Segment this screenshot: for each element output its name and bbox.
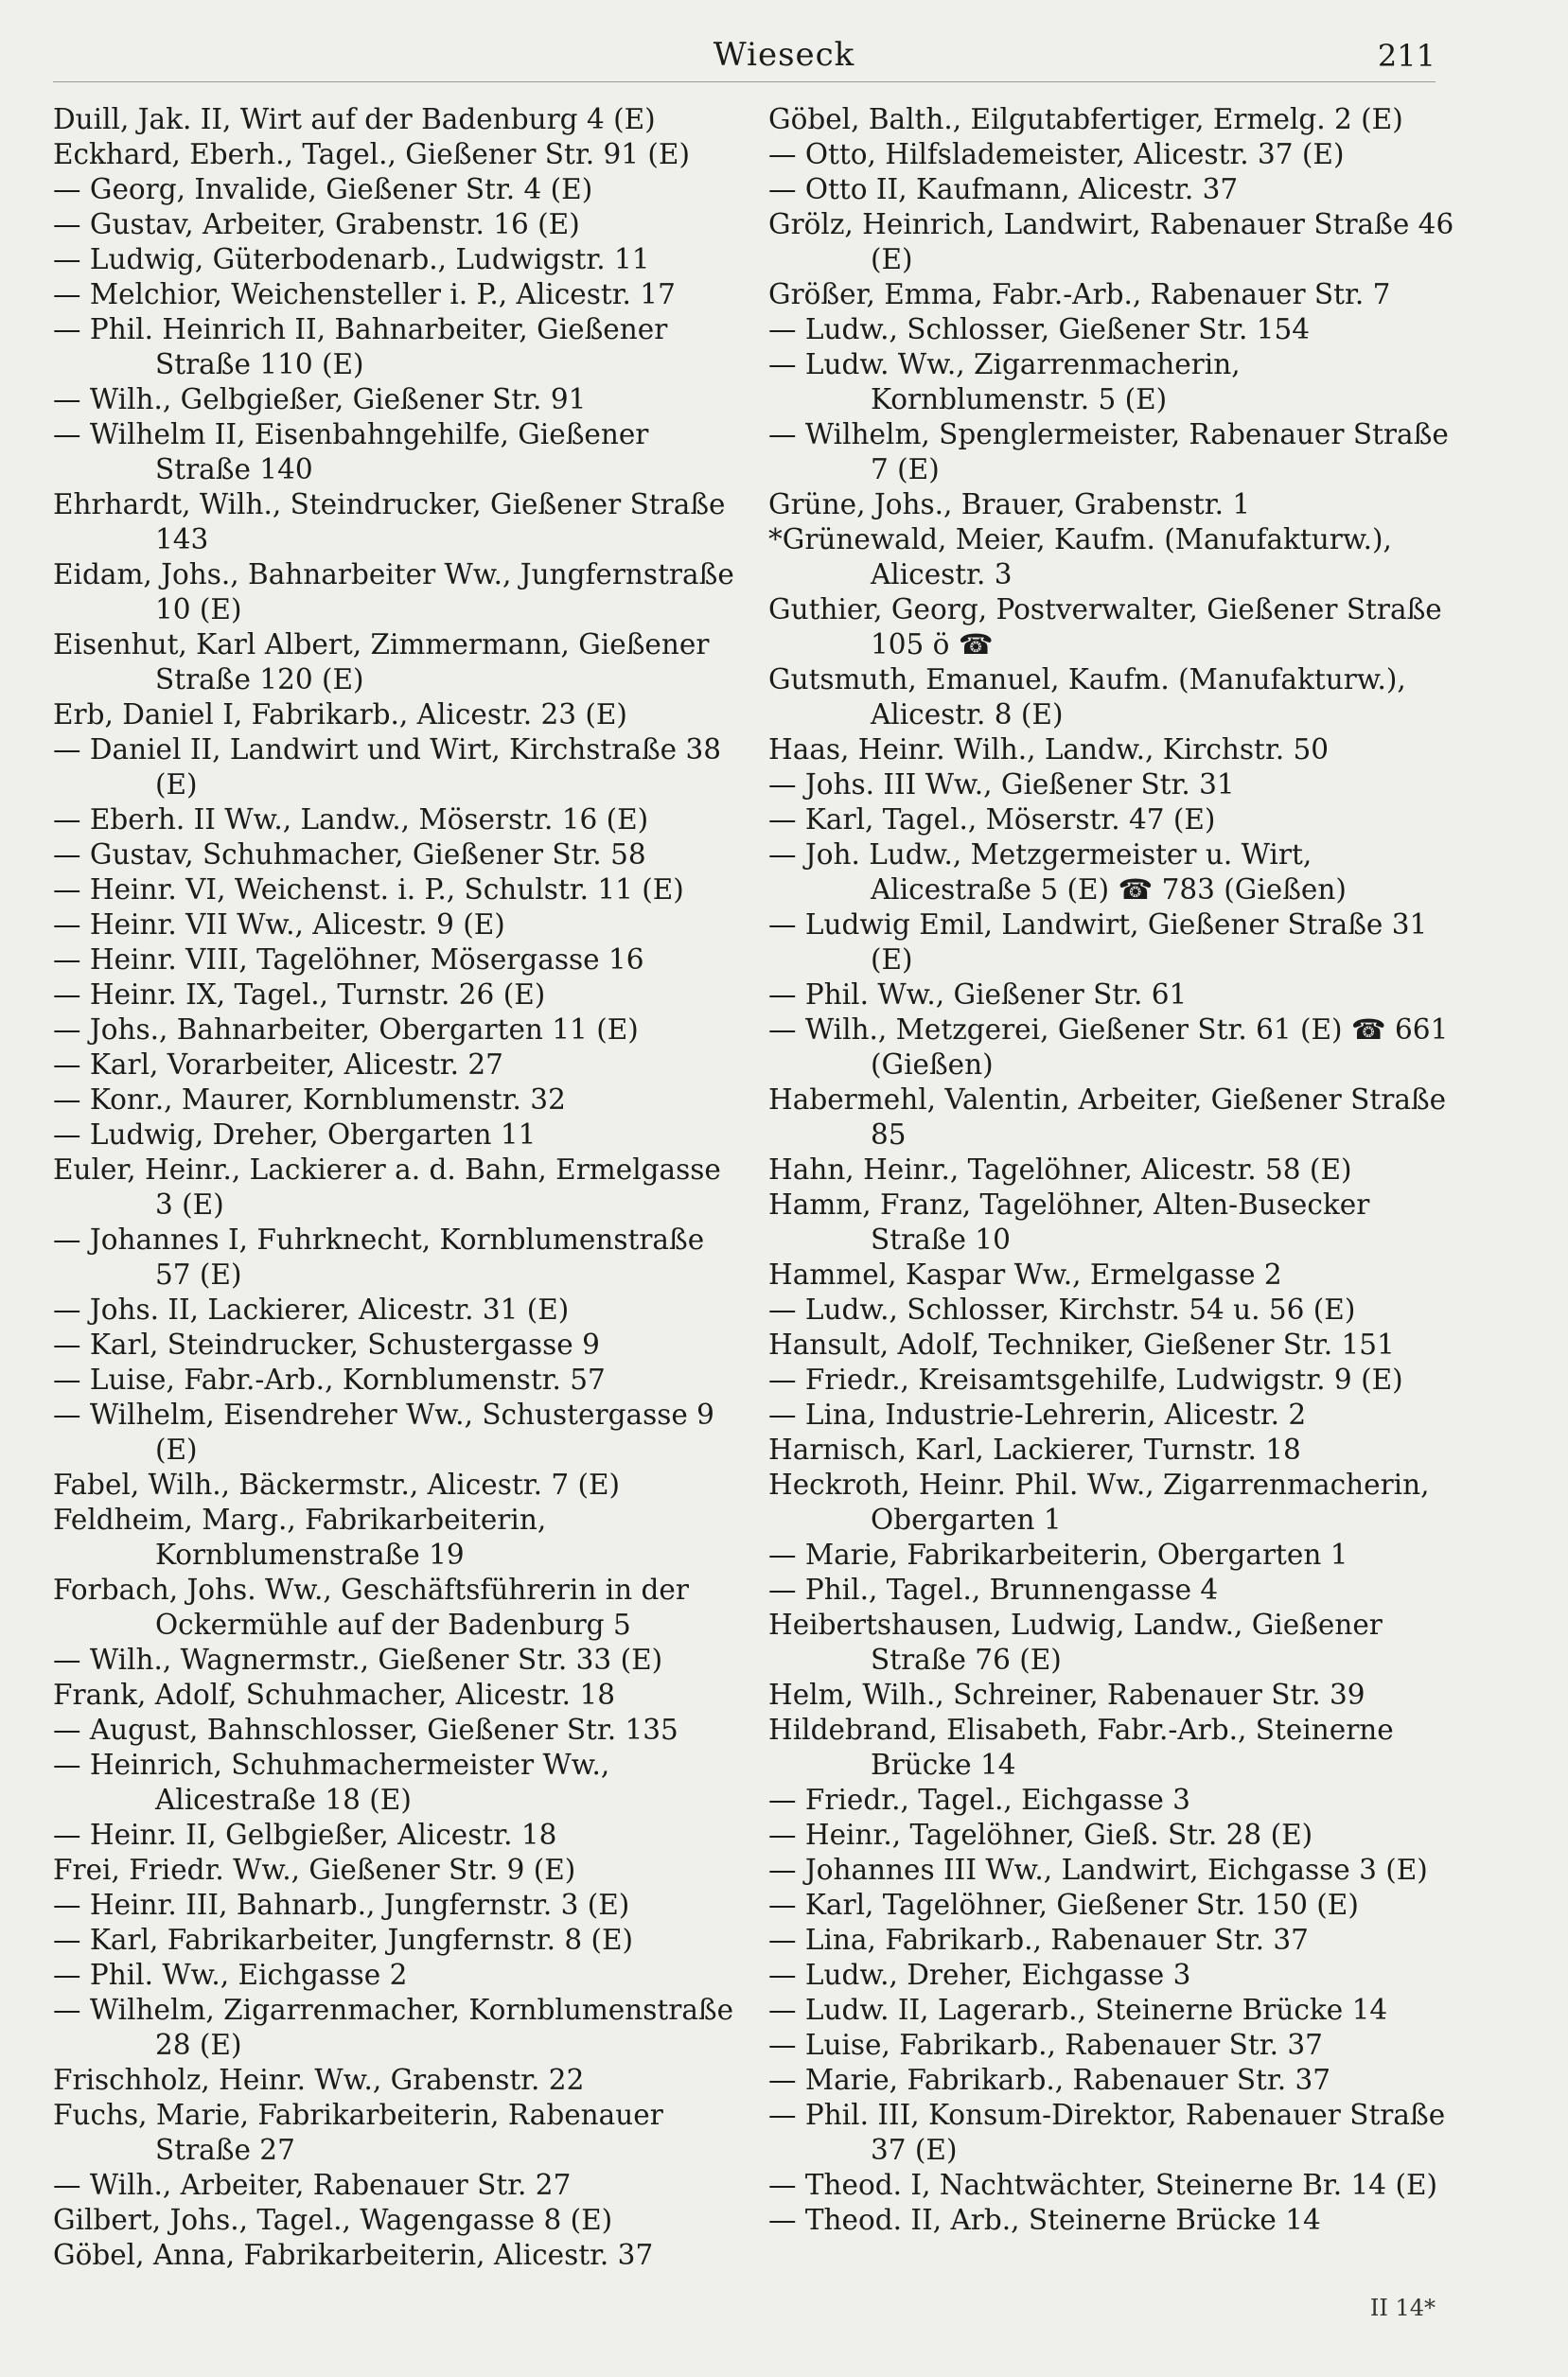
directory-entry: Forbach, Johs. Ww., Geschäftsführerin in der Ockermühle auf der Badenburg 5 xyxy=(53,1574,689,1641)
directory-entry: Heckroth, Heinr. Phil. Ww., Zigarrenmacherin, Obergarten 1 xyxy=(768,1469,1430,1536)
directory-entry: — Karl, Steindrucker, Schustergasse 9 xyxy=(53,1329,600,1361)
header-rule xyxy=(53,81,1436,82)
directory-entry: Göbel, Balth., Eilgutabfertiger, Ermelg. 2 (E) xyxy=(768,103,1403,135)
directory-entry: — Melchior, Weichensteller i. P., Alicestr. 17 xyxy=(53,278,676,310)
directory-entry: Guthier, Georg, Postverwalter, Gießener Straße 105 ö ☎ xyxy=(768,593,1442,660)
directory-entry: Gutsmuth, Emanuel, Kaufm. (Manufakturw.), Alicestr. 8 (E) xyxy=(768,663,1406,731)
directory-entry: — Theod. II, Arb., Steinerne Brücke 14 xyxy=(768,2204,1321,2236)
directory-entry: — Karl, Vorarbeiter, Alicestr. 27 xyxy=(53,1048,503,1081)
directory-entry: — Wilh., Wagnermstr., Gießener Str. 33 (E) xyxy=(53,1644,663,1676)
directory-entry: — Daniel II, Landwirt und Wirt, Kirchstraße 38 (E) xyxy=(53,733,722,801)
directory-entry: Euler, Heinr., Lackierer a. d. Bahn, Ermelgasse 3 (E) xyxy=(53,1153,721,1221)
directory-entry: — Wilh., Metzgerei, Gießener Str. 61 (E) ☎ 661 (Gießen) xyxy=(768,1013,1449,1081)
page-header xyxy=(0,28,1568,85)
directory-entry: — Phil., Tagel., Brunnengasse 4 xyxy=(768,1574,1219,1606)
directory-entry: Grüne, Johs., Brauer, Grabenstr. 1 xyxy=(768,488,1251,520)
directory-entry: — Heinr. III, Bahnarb., Jungfernstr. 3 (E) xyxy=(53,1889,630,1921)
directory-entry: Haas, Heinr. Wilh., Landw., Kirchstr. 50 xyxy=(768,733,1330,766)
directory-entry: Heibertshausen, Ludwig, Landw., Gießener Straße 76 (E) xyxy=(768,1609,1383,1676)
directory-entry: — Marie, Fabrikarbeiterin, Obergarten 1 xyxy=(768,1539,1348,1571)
directory-entry: — Konr., Maurer, Kornblumenstr. 32 xyxy=(53,1083,566,1116)
directory-entry: — Lina, Industrie-Lehrerin, Alicestr. 2 xyxy=(768,1399,1307,1431)
running-title: Wieseck xyxy=(713,36,855,74)
directory-entry: — Joh. Ludw., Metzgermeister u. Wirt, Alicestraße 5 (E) ☎ 783 (Gießen) xyxy=(768,838,1347,906)
directory-entry: Grölz, Heinrich, Landwirt, Rabenauer Straße 46 (E) xyxy=(768,208,1454,275)
directory-entry: — Ludwig Emil, Landwirt, Gießener Straße 31 (E) xyxy=(768,908,1428,976)
directory-entry: Eisenhut, Karl Albert, Zimmermann, Gießener Straße 120 (E) xyxy=(53,628,710,695)
directory-entry: Erb, Daniel I, Fabrikarb., Alicestr. 23 (E) xyxy=(53,698,627,731)
directory-entry: — Wilhelm II, Eisenbahngehilfe, Gießener Straße 140 xyxy=(53,418,649,485)
directory-entry: Duill, Jak. II, Wirt auf der Badenburg 4 (E) xyxy=(53,103,656,135)
directory-entry: — Georg, Invalide, Gießener Str. 4 (E) xyxy=(53,173,593,205)
directory-entry: — Ludw., Schlosser, Kirchstr. 54 u. 56 (E) xyxy=(768,1294,1356,1326)
directory-entry: Eckhard, Eberh., Tagel., Gießener Str. 91 (E) xyxy=(53,138,690,170)
directory-entry: — August, Bahnschlosser, Gießener Str. 135 xyxy=(53,1714,678,1746)
directory-entry: Hansult, Adolf, Techniker, Gießener Str. 151 xyxy=(768,1329,1395,1361)
directory-entry: — Ludw., Schlosser, Gießener Str. 154 xyxy=(768,313,1311,345)
directory-entry: — Friedr., Kreisamtsgehilfe, Ludwigstr. 9 (E) xyxy=(768,1364,1403,1396)
directory-entry: Ehrhardt, Wilh., Steindrucker, Gießener Straße 143 xyxy=(53,488,726,555)
directory-entry: — Ludw., Dreher, Eichgasse 3 xyxy=(768,1959,1191,1991)
directory-entry: Frank, Adolf, Schuhmacher, Alicestr. 18 xyxy=(53,1679,615,1711)
directory-entry: — Heinr. VII Ww., Alicestr. 9 (E) xyxy=(53,908,505,941)
directory-entry: — Luise, Fabrikarb., Rabenauer Str. 37 xyxy=(768,2029,1323,2061)
directory-entry: — Phil. III, Konsum-Direktor, Rabenauer Straße 37 (E) xyxy=(768,2099,1446,2166)
directory-entry: — Johannes III Ww., Landwirt, Eichgasse 3 (E) xyxy=(768,1854,1428,1886)
directory-entry: — Theod. I, Nachtwächter, Steinerne Br. 14 (E) xyxy=(768,2169,1437,2201)
directory-entry: — Wilh., Arbeiter, Rabenauer Str. 27 xyxy=(53,2169,572,2201)
directory-entry: — Phil. Heinrich II, Bahnarbeiter, Gießener Straße 110 (E) xyxy=(53,313,668,380)
directory-entry: — Friedr., Tagel., Eichgasse 3 xyxy=(768,1784,1190,1816)
directory-entry: Fuchs, Marie, Fabrikarbeiterin, Rabenauer Straße 27 xyxy=(53,2099,663,2166)
directory-entry: — Karl, Fabrikarbeiter, Jungfernstr. 8 (E) xyxy=(53,1924,634,1956)
directory-entry: Hildebrand, Elisabeth, Fabr.-Arb., Steinerne Brücke 14 xyxy=(768,1714,1394,1781)
directory-entry: — Johs., Bahnarbeiter, Obergarten 11 (E) xyxy=(53,1013,639,1046)
directory-entry: — Wilhelm, Spenglermeister, Rabenauer Straße 7 (E) xyxy=(768,418,1449,485)
printer-signature: II 14* xyxy=(1369,2295,1436,2321)
directory-entry: Feldheim, Marg., Fabrikarbeiterin, Kornblumenstraße 19 xyxy=(53,1504,547,1571)
directory-entry: Eidam, Johs., Bahnarbeiter Ww., Jungfernstraße 10 (E) xyxy=(53,558,734,625)
directory-entry: *Grünewald, Meier, Kaufm. (Manufakturw.), Alicestr. 3 xyxy=(768,523,1392,590)
directory-entry: — Heinr. VIII, Tagelöhner, Mösergasse 16 xyxy=(53,943,644,976)
left-column xyxy=(53,102,744,2273)
directory-entry: — Phil. Ww., Gießener Str. 61 xyxy=(768,978,1188,1011)
directory-entry: Größer, Emma, Fabr.-Arb., Rabenauer Str. 7 xyxy=(768,278,1391,310)
directory-entry: — Otto, Hilfslademeister, Alicestr. 37 (E) xyxy=(768,138,1345,170)
directory-entry: Hammel, Kaspar Ww., Ermelgasse 2 xyxy=(768,1259,1282,1291)
directory-entry: Hamm, Franz, Tagelöhner, Alten-Busecker Straße 10 xyxy=(768,1188,1370,1256)
directory-entry: — Phil. Ww., Eichgasse 2 xyxy=(53,1959,408,1991)
directory-entry: — Johs. II, Lackierer, Alicestr. 31 (E) xyxy=(53,1294,570,1326)
directory-entry: — Karl, Tagelöhner, Gießener Str. 150 (E) xyxy=(768,1889,1359,1921)
directory-entry: — Ludwig, Güterbodenarb., Ludwigstr. 11 xyxy=(53,243,650,275)
directory-entry: — Heinr. IX, Tagel., Turnstr. 26 (E) xyxy=(53,978,546,1011)
directory-entry: Fabel, Wilh., Bäckermstr., Alicestr. 7 (E) xyxy=(53,1469,621,1501)
directory-entry: — Ludwig, Dreher, Obergarten 11 xyxy=(53,1118,537,1151)
directory-entry: — Lina, Fabrikarb., Rabenauer Str. 37 xyxy=(768,1924,1309,1956)
directory-entry: Helm, Wilh., Schreiner, Rabenauer Str. 39 xyxy=(768,1679,1365,1711)
right-column xyxy=(768,102,1459,2238)
directory-entry: — Heinrich, Schuhmachermeister Ww., Alicestraße 18 (E) xyxy=(53,1749,610,1816)
directory-entry: — Heinr., Tagelöhner, Gieß. Str. 28 (E) xyxy=(768,1819,1313,1851)
directory-entry: — Wilh., Gelbgießer, Gießener Str. 91 xyxy=(53,383,587,415)
directory-entry: Frischholz, Heinr. Ww., Grabenstr. 22 xyxy=(53,2064,585,2096)
directory-entry: — Wilhelm, Eisendreher Ww., Schustergasse 9 (E) xyxy=(53,1399,714,1466)
directory-entry: — Karl, Tagel., Möserstr. 47 (E) xyxy=(768,803,1216,836)
directory-entry: — Johannes I, Fuhrknecht, Kornblumenstraße 57 (E) xyxy=(53,1224,705,1291)
directory-entry: — Gustav, Schuhmacher, Gießener Str. 58 xyxy=(53,838,646,871)
directory-entry: — Wilhelm, Zigarrenmacher, Kornblumenstraße 28 (E) xyxy=(53,1994,734,2061)
directory-entry: Hahn, Heinr., Tagelöhner, Alicestr. 58 (E) xyxy=(768,1153,1352,1186)
directory-entry: — Ludw. Ww., Zigarrenmacherin, Kornblumenstr. 5 (E) xyxy=(768,348,1241,415)
directory-entry: Gilbert, Johs., Tagel., Wagengasse 8 (E) xyxy=(53,2204,613,2236)
directory-entry: — Johs. III Ww., Gießener Str. 31 xyxy=(768,768,1235,801)
directory-entry: — Gustav, Arbeiter, Grabenstr. 16 (E) xyxy=(53,208,580,240)
directory-entry: — Heinr. II, Gelbgießer, Alicestr. 18 xyxy=(53,1819,557,1851)
directory-entry: — Eberh. II Ww., Landw., Möserstr. 16 (E) xyxy=(53,803,649,836)
page-number: 211 xyxy=(1377,38,1436,74)
directory-entry: Harnisch, Karl, Lackierer, Turnstr. 18 xyxy=(768,1434,1301,1466)
directory-entry: — Otto II, Kaufmann, Alicestr. 37 xyxy=(768,173,1239,205)
directory-entry: Göbel, Anna, Fabrikarbeiterin, Alicestr. 37 xyxy=(53,2239,654,2271)
directory-entry: Habermehl, Valentin, Arbeiter, Gießener Straße 85 xyxy=(768,1083,1447,1151)
directory-entry: — Ludw. II, Lagerarb., Steinerne Brücke 14 xyxy=(768,1994,1388,2026)
directory-entry: — Marie, Fabrikarb., Rabenauer Str. 37 xyxy=(768,2064,1331,2096)
directory-entry: — Luise, Fabr.-Arb., Kornblumenstr. 57 xyxy=(53,1364,606,1396)
directory-entry: — Heinr. VI, Weichenst. i. P., Schulstr. 11 (E) xyxy=(53,873,684,906)
directory-entry: Frei, Friedr. Ww., Gießener Str. 9 (E) xyxy=(53,1854,576,1886)
